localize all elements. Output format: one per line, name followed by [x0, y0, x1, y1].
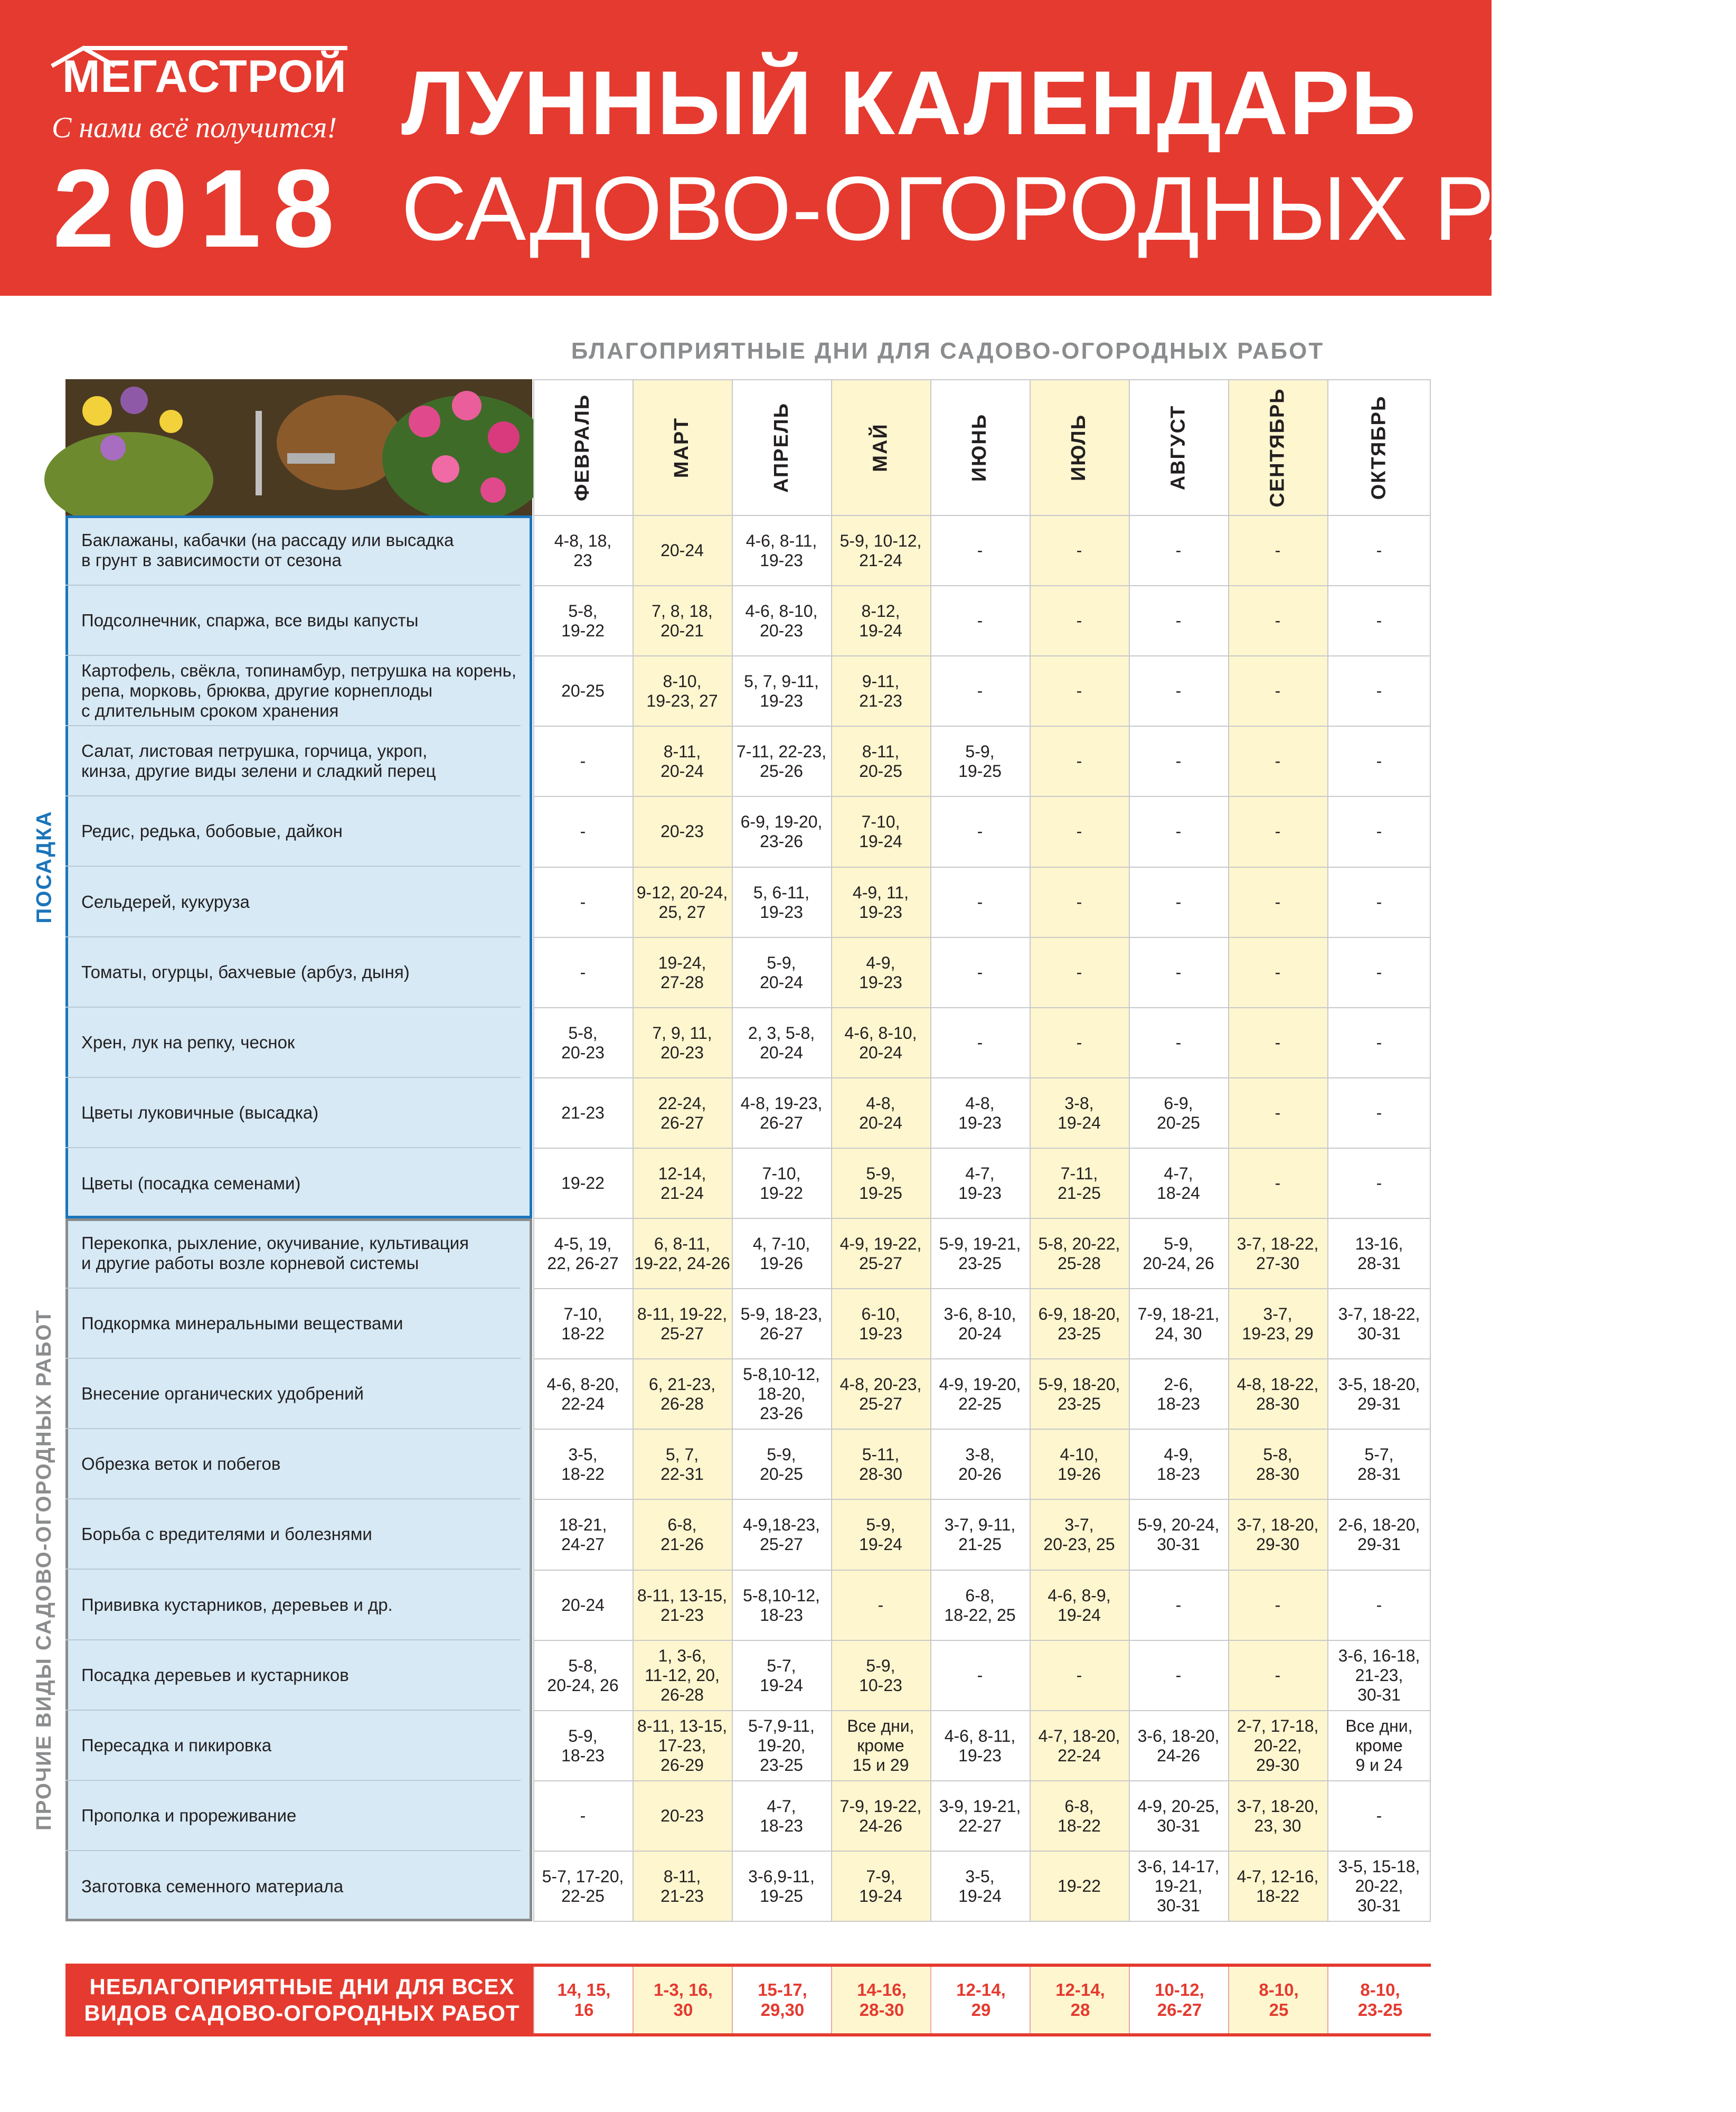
day-cell: - [580, 822, 586, 841]
day-cell: 4-9, 19-22, 25-27 [839, 1234, 922, 1273]
day-cell: 3-7, 9-11, 21-25 [944, 1515, 1016, 1554]
day-cell: - [1376, 893, 1382, 912]
section-other-label: ПРОЧИЕ ВИДЫ САДОВО-ОГОРОДНЫХ РАБОТ [32, 1309, 56, 1831]
activity-label: Пересадка и пикировка [65, 1711, 521, 1781]
day-cell: - [1376, 611, 1382, 630]
day-cell: 8-11, 13-15, 21-23 [637, 1585, 728, 1625]
day-cell: 8-10, 19-23, 27 [646, 671, 718, 710]
day-cell: 3-5, 18-22 [561, 1444, 605, 1484]
day-cell: 20-25 [561, 681, 605, 700]
day-cell: - [1275, 1595, 1281, 1614]
day-cell: - [1076, 681, 1082, 700]
day-cell: 4-8, 19-23 [958, 1093, 1002, 1132]
day-cell: - [977, 963, 983, 982]
day-cell: 5, 6-11, 19-23 [753, 883, 810, 922]
day-cell: 20-24 [661, 541, 704, 560]
day-cell: 9-11, 21-23 [859, 671, 902, 710]
day-cell: 8-11, 21-23 [661, 1866, 704, 1906]
month-header-2: МАРТ [671, 417, 693, 478]
activity-label: Заготовка семенного материала [81, 1876, 344, 1896]
day-cell: 4-8, 18-22, 28-30 [1237, 1374, 1319, 1413]
day-cell: 1, 3-6, 11-12, 20, 26-28 [645, 1646, 720, 1704]
day-cell: 5-9, 18-20, 23-25 [1038, 1374, 1120, 1413]
unfavorable-day-cell: 10-12, 26-27 [1129, 1967, 1229, 2033]
day-cell: - [1076, 1033, 1082, 1052]
day-cell: 2, 3, 5-8, 20-24 [748, 1023, 815, 1062]
brand-slogan: С нами всё получится! [52, 111, 337, 144]
unfavorable-day-cell: 8-10, 25 [1228, 1967, 1328, 2033]
day-cell: 6, 21-23, 26-28 [648, 1374, 716, 1413]
day-cell: 4-7, 18-20, 22-24 [1038, 1726, 1120, 1765]
day-cell: 4-7, 19-23 [958, 1163, 1002, 1203]
day-cell: 8-12, 19-24 [859, 601, 902, 640]
day-cell: 4-9, 20-25, 30-31 [1137, 1796, 1220, 1835]
day-cell: 3-6,9-11, 19-25 [748, 1866, 815, 1906]
unfavorable-days-label: НЕБЛАГОПРИЯТНЫЕ ДНИ ДЛЯ ВСЕХ ВИДОВ САДОВО-ОГОРОДНЫХ РАБОТ [69, 1967, 535, 2033]
day-cell: - [977, 1666, 983, 1685]
activity-label: Подкормка минеральными веществами [65, 1289, 521, 1359]
day-cell: - [977, 1033, 983, 1052]
day-cell: 5-9, 20-25 [760, 1444, 803, 1484]
page-subtitle: САДОВО-ОГОРОДНЫХ РАБОТ [401, 158, 1736, 259]
day-cell: 7-9, 18-21, 24, 30 [1137, 1304, 1220, 1343]
day-cell: 3-7, 18-22, 30-31 [1338, 1304, 1420, 1343]
day-cell: - [1275, 1033, 1281, 1052]
day-cell: 5-9, 20-24, 26 [1143, 1234, 1214, 1273]
activity-label: Баклажаны, кабачки (на рассаду или высадка в грунт в зависимости от сезона [65, 515, 521, 586]
day-cell: 4-7, 12-16, 18-22 [1237, 1866, 1319, 1906]
month-header-1: ФЕВРАЛЬ [571, 393, 594, 501]
unfavorable-day-cell: 1-3, 16, 30 [633, 1967, 733, 2033]
day-cell: 5-9, 20-24 [760, 953, 803, 992]
activity-label: Томаты, огурцы, бахчевые (арбуз, дыня) [65, 937, 521, 1008]
activity-label: Перекопка, рыхление, окучивание, культивация и другие работы возле корневой системы [65, 1218, 521, 1289]
activity-label: Борьба с вредителями и болезнями [65, 1499, 521, 1570]
month-header-4: МАЙ [869, 423, 892, 472]
day-cell: 7-10, 18-22 [561, 1304, 605, 1343]
day-cell: 4-7, 18-23 [760, 1796, 803, 1835]
activity-label: Сельдерей, кукуруза [65, 867, 521, 937]
day-cell: - [1376, 1103, 1382, 1122]
day-cell: 5-7, 17-20, 22-25 [542, 1866, 624, 1906]
unfavorable-day-cell: 12-14, 29 [930, 1967, 1031, 2033]
day-cell: 4-6, 8-20, 22-24 [546, 1374, 619, 1413]
day-cell: 8-11, 20-25 [859, 741, 902, 781]
unfavorable-day-cell: 14, 15, 16 [533, 1967, 634, 2033]
day-cell: 4-8, 18, 23 [554, 531, 612, 570]
day-cell: 19-22 [561, 1174, 605, 1193]
day-cell: 4-9, 18-23 [1157, 1444, 1200, 1484]
day-cell: - [1275, 1103, 1281, 1122]
day-cell: 6-8, 21-26 [661, 1515, 704, 1554]
day-cell: 21-23 [561, 1103, 605, 1122]
unfavorable-day-cell: 14-16, 28-30 [831, 1967, 931, 2033]
month-header-5: ИЮНЬ [968, 413, 991, 482]
day-cell: 3-5, 18-20, 29-31 [1338, 1374, 1420, 1413]
day-cell: Все дни, кроме 9 и 24 [1345, 1716, 1413, 1775]
favorable-days-title: БЛАГОПРИЯТНЫЕ ДНИ ДЛЯ САДОВО-ОГОРОДНЫХ РАБОТ [571, 338, 1325, 364]
day-cell: 7-9, 19-24 [859, 1866, 902, 1906]
day-cell: 4-6, 8-9, 19-24 [1048, 1585, 1111, 1625]
day-cell: - [1175, 1595, 1182, 1614]
day-cell: 3-6, 14-17, 19-21, 30-31 [1137, 1857, 1220, 1915]
month-header-3: АПРЕЛЬ [770, 402, 792, 493]
section-planting-label: ПОСАДКА [32, 810, 56, 924]
month-header-9: ОКТЯБРЬ [1367, 395, 1390, 500]
day-cell: 5-8,10-12, 18-23 [743, 1585, 820, 1625]
day-cell: - [1275, 1174, 1281, 1193]
day-cell: 3-7, 20-23, 25 [1043, 1515, 1115, 1554]
month-header-6: ИЮЛЬ [1068, 414, 1090, 481]
day-cell: - [1175, 681, 1182, 700]
day-cell: - [1175, 1666, 1182, 1685]
day-cell: 19-24, 27-28 [658, 953, 706, 992]
day-cell: 3-5, 15-18, 20-22, 30-31 [1338, 1857, 1420, 1915]
day-cell: 5-8, 20-24, 26 [547, 1656, 619, 1695]
day-cell: 4-9, 19-20, 22-25 [939, 1374, 1021, 1413]
day-cell: - [1076, 752, 1082, 771]
day-cell: 4-6, 8-10, 20-24 [844, 1023, 917, 1062]
grid-hline [533, 379, 1431, 380]
day-cell: 5-9, 19-25 [859, 1163, 902, 1203]
day-cell: 6-9, 20-25 [1157, 1093, 1200, 1132]
day-cell: 5-7, 28-31 [1357, 1444, 1401, 1484]
day-cell: - [1175, 611, 1182, 630]
day-cell: 6-8, 18-22, 25 [944, 1585, 1016, 1625]
day-cell: 3-7, 18-20, 29-30 [1237, 1515, 1319, 1554]
day-cell: 22-24, 26-27 [658, 1093, 706, 1132]
day-cell: - [1175, 752, 1182, 771]
day-cell: 4-5, 19, 22, 26-27 [547, 1234, 619, 1273]
day-cell: - [1275, 963, 1281, 982]
day-cell: - [1275, 822, 1281, 841]
day-cell: 4-6, 8-11, 19-23 [746, 531, 817, 570]
activity-label: Прививка кустарников, деревьев и др. [65, 1570, 521, 1640]
brand-logo [52, 45, 347, 103]
activity-label: Цветы луковичные (высадка) [65, 1078, 521, 1148]
activity-label: Салат, листовая петрушка, горчица, укроп, кинза, другие виды зелени и сладкий перец [65, 726, 521, 796]
day-cell: - [1275, 752, 1281, 771]
day-cell: 5-9, 19-24 [859, 1515, 902, 1554]
day-cell: - [1376, 1806, 1382, 1825]
day-cell: - [1076, 611, 1082, 630]
day-cell: - [977, 822, 983, 841]
day-cell: 3-7, 19-23, 29 [1242, 1304, 1314, 1343]
activity-label: Хрен, лук на репку, чеснок [65, 1008, 521, 1078]
day-cell: 5-9, 19-21, 23-25 [939, 1234, 1021, 1273]
activity-label: Посадка деревьев и кустарников [65, 1640, 521, 1711]
day-cell: - [977, 893, 983, 912]
day-cell: - [1175, 822, 1182, 841]
day-cell: 4-9,18-23, 25-27 [743, 1515, 820, 1554]
day-cell: 6-10, 19-23 [859, 1304, 902, 1343]
day-cell: Все дни, кроме 15 и 29 [847, 1716, 914, 1775]
day-cell: 5-7,9-11, 19-20, 23-25 [748, 1716, 815, 1775]
day-cell: 2-6, 18-20, 29-31 [1338, 1515, 1420, 1554]
day-cell: 18-21, 24-27 [559, 1515, 607, 1554]
day-cell: 8-11, 19-22, 25-27 [637, 1304, 728, 1343]
unfavorable-days-bar [65, 1964, 1431, 2036]
activity-label: Внесение органических удобрений [65, 1359, 521, 1429]
day-cell: - [580, 1806, 586, 1825]
day-cell: - [1275, 893, 1281, 912]
day-cell: 4-6, 8-11, 19-23 [944, 1726, 1016, 1765]
day-cell: 6-8, 18-22 [1058, 1796, 1101, 1835]
day-cell: 7, 9, 11, 20-23 [652, 1023, 712, 1062]
day-cell: - [1275, 1666, 1281, 1685]
activity-label: Картофель, свёкла, топинамбур, петрушка на корень, репа, морковь, брюква, другие корнеплоды с длительным сроком хранения [65, 656, 521, 726]
activity-label: Обрезка веток и побегов [65, 1429, 521, 1499]
day-cell: 7, 8, 18, 20-21 [652, 601, 713, 640]
day-cell: - [1175, 963, 1182, 982]
day-cell: - [1275, 681, 1281, 700]
day-cell: 4-7, 18-24 [1157, 1163, 1200, 1203]
activity-label: Подсолнечник, спаржа, все виды капусты [65, 586, 521, 656]
day-cell: 5-9, 18-23 [561, 1726, 605, 1765]
day-cell: 7-11, 22-23, 25-26 [736, 741, 827, 781]
unfavorable-day-cell: 12-14, 28 [1030, 1967, 1130, 2033]
day-cell: 5-9, 19-25 [958, 741, 1002, 781]
day-cell: 3-6, 18-20, 24-26 [1137, 1726, 1220, 1765]
day-cell: 9-12, 20-24, 25, 27 [636, 883, 728, 922]
day-cell: 4-10, 19-26 [1058, 1444, 1101, 1484]
day-cell: 5, 7, 22-31 [661, 1444, 704, 1484]
day-cell: 5-7, 19-24 [760, 1656, 803, 1695]
day-cell: 5-11, 28-30 [859, 1444, 902, 1484]
day-cell: - [1376, 541, 1382, 560]
day-cell: - [977, 541, 983, 560]
day-cell: 12-14, 21-24 [658, 1163, 706, 1203]
day-cell: - [1076, 1666, 1082, 1685]
day-cell: 5-8, 19-22 [561, 601, 605, 640]
day-cell: 5-8,10-12, 18-20, 23-26 [743, 1365, 820, 1423]
day-cell: - [1376, 752, 1382, 771]
day-cell: - [878, 1595, 884, 1614]
day-cell: 20-23 [661, 822, 704, 841]
day-cell: - [1376, 681, 1382, 700]
day-cell: - [580, 893, 586, 912]
day-cell: 5-9, 10-12, 21-24 [839, 531, 922, 570]
header-banner [0, 0, 1736, 296]
day-cell: 20-24 [561, 1595, 605, 1614]
day-cell: 20-23 [661, 1806, 704, 1825]
brand-name: МЕГАСТРОЙ [62, 51, 347, 102]
day-cell: 6-9, 19-20, 23-26 [740, 812, 823, 851]
day-cell: 3-6, 8-10, 20-24 [944, 1304, 1016, 1343]
unfavorable-day-cell: 8-10, 23-25 [1327, 1967, 1432, 2033]
day-cell: 2-6, 18-23 [1157, 1374, 1200, 1413]
day-cell: 5-8, 20-22, 25-28 [1038, 1234, 1120, 1273]
day-cell: 4-9, 11, 19-23 [852, 883, 909, 922]
day-cell: - [580, 752, 586, 771]
garden-photo [65, 379, 532, 515]
day-cell: - [1376, 1174, 1382, 1193]
day-cell: - [1275, 541, 1281, 560]
day-cell: 5-8, 28-30 [1256, 1444, 1299, 1484]
day-cell: 3-9, 19-21, 22-27 [939, 1796, 1021, 1835]
day-cell: 8-11, 20-24 [661, 741, 704, 781]
day-cell: - [1076, 541, 1082, 560]
calendar-grid [533, 379, 1431, 1921]
day-cell: - [1376, 822, 1382, 841]
day-cell: - [1376, 963, 1382, 982]
day-cell: 3-6, 16-18, 21-23, 30-31 [1338, 1646, 1420, 1704]
day-cell: 4-8, 20-23, 25-27 [839, 1374, 922, 1413]
day-cell: - [1076, 963, 1082, 982]
day-cell: 2-7, 17-18, 20-22, 29-30 [1237, 1716, 1319, 1775]
day-cell: 7-11, 21-25 [1058, 1163, 1101, 1203]
activity-label: Цветы (посадка семенами) [81, 1173, 301, 1193]
day-cell: 13-16, 28-31 [1355, 1234, 1403, 1273]
day-cell: - [1275, 611, 1281, 630]
day-cell: - [977, 681, 983, 700]
day-cell: 7-10, 19-22 [760, 1163, 803, 1203]
day-cell: 7-9, 19-22, 24-26 [839, 1796, 922, 1835]
month-header-8: СЕНТЯБРЬ [1266, 387, 1289, 508]
day-cell: 5-8, 20-23 [561, 1023, 605, 1062]
day-cell: 4-8, 20-24 [859, 1093, 902, 1132]
page-title: ЛУННЫЙ КАЛЕНДАРЬ [401, 52, 1417, 154]
day-cell: - [1076, 893, 1082, 912]
activity-label: Прополка и прореживание [65, 1781, 521, 1851]
day-cell: 19-22 [1058, 1876, 1101, 1895]
day-cell: 4-9, 19-23 [859, 953, 902, 992]
activity-label: Редис, редька, бобовые, дайкон [65, 796, 521, 867]
day-cell: - [1175, 541, 1182, 560]
day-cell: 6-9, 18-20, 23-25 [1038, 1304, 1120, 1343]
day-cell: 8-11, 13-15, 17-23, 26-29 [637, 1716, 728, 1775]
day-cell: 6, 8-11, 19-22, 24-26 [634, 1234, 730, 1273]
day-cell: 3-5, 19-24 [958, 1866, 1002, 1906]
day-cell: 3-8, 20-26 [958, 1444, 1002, 1484]
day-cell: 3-7, 18-22, 27-30 [1237, 1234, 1319, 1273]
calendar-year: 2018 [53, 146, 346, 270]
day-cell: - [1175, 893, 1182, 912]
day-cell: - [580, 963, 586, 982]
unfavorable-day-cell: 15-17, 29,30 [732, 1967, 832, 2033]
day-cell: - [1376, 1595, 1382, 1614]
day-cell: 4-6, 8-10, 20-23 [745, 601, 818, 640]
day-cell: 5-9, 20-24, 30-31 [1137, 1515, 1220, 1554]
month-header-7: АВГУСТ [1167, 405, 1190, 490]
day-cell: 4, 7-10, 19-26 [752, 1234, 810, 1273]
day-cell: 7-10, 19-24 [859, 812, 902, 851]
day-cell: 4-8, 19-23, 26-27 [740, 1093, 823, 1132]
day-cell: 3-8, 19-24 [1058, 1093, 1101, 1132]
day-cell: - [977, 611, 983, 630]
day-cell: - [1076, 822, 1082, 841]
day-cell: 5-9, 18-23, 26-27 [740, 1304, 823, 1343]
day-cell: 3-7, 18-20, 23, 30 [1237, 1796, 1319, 1835]
day-cell: - [1175, 1033, 1182, 1052]
day-cell: 5-9, 10-23 [859, 1656, 902, 1695]
day-cell: - [1376, 1033, 1382, 1052]
flowers-image [65, 379, 532, 515]
day-cell: 5, 7, 9-11, 19-23 [744, 671, 819, 710]
